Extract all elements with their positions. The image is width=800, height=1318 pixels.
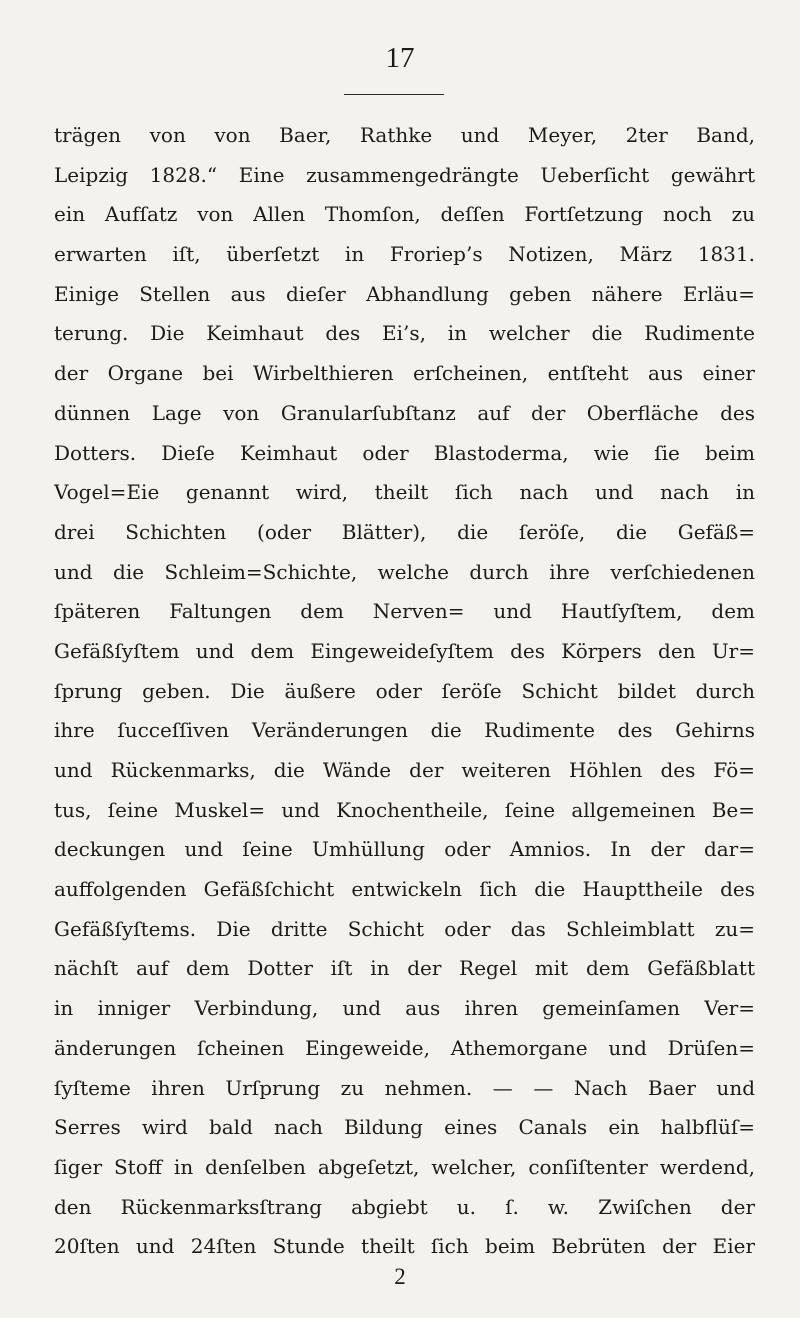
- text-line: änderungen ſcheinen Eingeweide, Athemorgane und Drüſen=: [54, 1035, 755, 1060]
- page-number: 17: [385, 42, 415, 74]
- text-line: Gefäßſyſtems. Die dritte Schicht oder das Schleimblatt zu=: [54, 916, 755, 941]
- signature-mark: 2: [394, 1264, 406, 1289]
- text-line: erwarten iſt, überſetzt in Froriep’s Notizen, März 1831.: [54, 242, 755, 267]
- text-line: deckungen und ſeine Umhüllung oder Amnios. In der dar=: [54, 837, 755, 862]
- text-line: Dotters. Dieſe Keimhaut oder Blastoderma, wie ſie beim: [54, 440, 755, 465]
- text-line: tus, ſeine Muskel= und Knochentheile, ſeine allgemeinen Be=: [54, 797, 755, 822]
- text-line: der Organe bei Wirbelthieren erſcheinen, entſteht aus einer: [54, 361, 755, 386]
- header-rule: [344, 94, 444, 95]
- text-line: trägen von von Baer, Rathke und Meyer, 2ter Band,: [54, 123, 755, 147]
- text-line: in inniger Verbindung, und aus ihren gemeinſamen Ver=: [54, 996, 755, 1021]
- text-line: drei Schichten (oder Blätter), die ſeröſe, die Gefäß=: [54, 519, 755, 544]
- text-line: ihre ſucceſſiven Veränderungen die Rudimente des Gehirns: [54, 718, 755, 743]
- text-line: Leipzig 1828.“ Eine zusammengedrängte Ueberſicht gewährt: [54, 162, 755, 187]
- text-line: Vogel=Eie genannt wird, theilt ſich nach und nach in: [54, 480, 755, 505]
- text-line: ſiger Stoff in denſelben abgeſetzt, welcher, conſiſtenter werdend,: [54, 1154, 755, 1179]
- text-line: ſprung geben. Die äußere oder ſeröſe Schicht bildet durch: [54, 678, 755, 703]
- text-line: auffolgenden Gefäßſchicht entwickeln ſich die Haupttheile des: [54, 877, 755, 902]
- text-line: Serres wird bald nach Bildung eines Canals ein halbflüſ=: [54, 1115, 755, 1140]
- text-line: und die Schleim=Schichte, welche durch ihre verſchiedenen: [54, 559, 755, 584]
- text-line: Gefäßſyſtem und dem Eingeweideſyſtem des Körpers den Ur=: [54, 638, 755, 663]
- text-line: ſyſteme ihren Urſprung zu nehmen. — — Nach Baer und: [54, 1075, 755, 1100]
- text-line: ſpäteren Faltungen dem Nerven= und Hautſyſtem, dem: [54, 599, 755, 624]
- text-line: nächſt auf dem Dotter iſt in der Regel mit dem Gefäßblatt: [54, 956, 755, 981]
- text-line: Einige Stellen aus dieſer Abhandlung geben nähere Erläu=: [54, 281, 755, 306]
- text-line: terung. Die Keimhaut des Ei’s, in welcher die Rudimente: [54, 321, 755, 346]
- text-line: 20ſten und 24ſten Stunde theilt ſich beim Bebrüten der Eier: [54, 1234, 755, 1259]
- text-line: ein Aufſatz von Allen Thomſon, deſſen Fortſetzung noch zu: [54, 202, 755, 227]
- text-line: den Rückenmarksſtrang abgiebt u. ſ. w. Zwiſchen der: [54, 1194, 755, 1219]
- text-line: dünnen Lage von Granularſubſtanz auf der Oberfläche des: [54, 400, 755, 425]
- body-text: [54, 116, 755, 1267]
- text-line: und Rückenmarks, die Wände der weiteren Höhlen des Fö=: [54, 758, 755, 782]
